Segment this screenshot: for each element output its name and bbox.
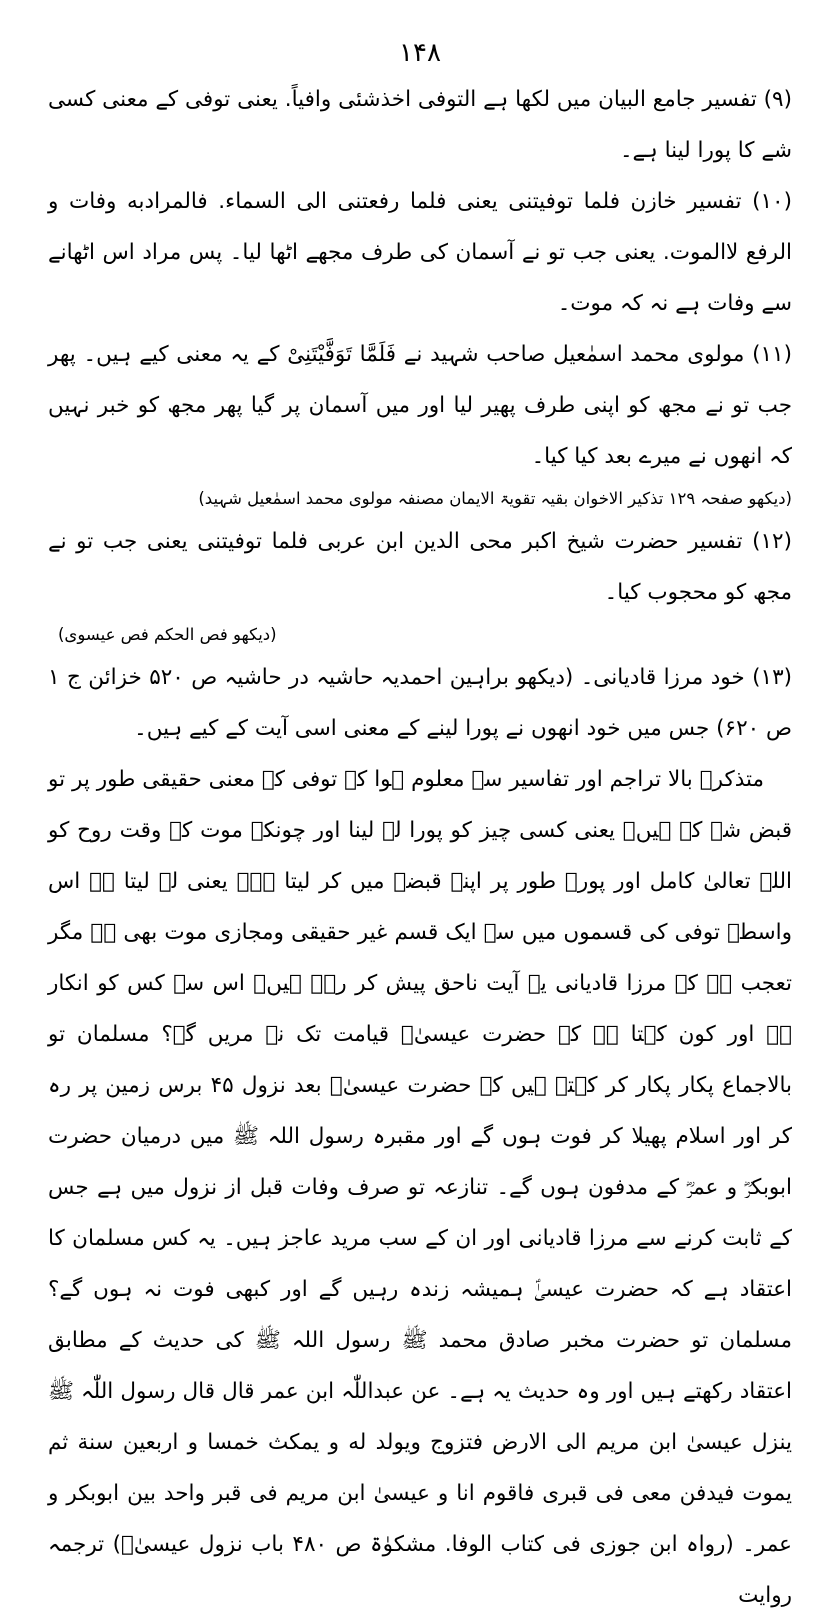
paragraph-12: (۱۲) تفسیر حضرت شیخ اکبر محی الدین ابن عربی فلما توفیتنی یعنی جب تو نے مجھ کو محجوب کیا۔ [48, 529, 792, 605]
paragraph-13: (۱۳) خود مرزا قادیانی۔ (دیکھو براہین احمدیہ حاشیہ در حاشیہ ص ۵۲۰ خزائن ج ۱ ص ۶۲۰) جس میں خود انھوں نے پورا لینے کے معنی اسی آیت کے کیے ہیں۔ [48, 665, 793, 741]
paragraph-9: (۹) تفسیر جامع البیان میں لکھا ہے التوفی اخذشئی وافیاً. یعنی توفی کے معنی کسی شے کا پورا لینا ہے۔ [48, 87, 792, 163]
paragraph-10: (۱۰) تفسیر خازن فلما توفیتنی یعنی فلما رفعتنی الی السماء. فالمرادبه وفات و الرفع لاالموت. یعنی جب تو نے آسمان کی طرف مجھے اٹھا لیا۔ پس مراد اس اٹھانے سے وفات ہے نہ کہ موت۔ [48, 189, 792, 316]
page-number: ۱۴۸ [399, 38, 441, 68]
book-page [48, 38, 792, 1621]
main-body-paragraph: متذکرہ بالا تراجم اور تفاسیر سے معلوم ہوا کہ توفی کے معنی حقیقی طور پر تو قبض شے کے ہیں۔ یعنی کسی چیز کو پورا لے لینا اور چونکہ موت کے وقت روح کو اللہ تعالیٰ کامل اور پورے طور پر اپنے قبضے میں کر لیتا ہے۔ یعنی لے لیتا ہے اس واسطے توفی کی قسموں میں سے ایک قسم غیر حقیقی ومجازی موت بھی ہے مگر تعجب ہے کہ مرزا قادیانی یہ آیت ناحق پیش کر رہے ہیں۔ اس سے کس کو انکار ہے اور کون کہتا ہے کہ حضرت عیسیٰؑ قیامت تک نہ مریں گے؟ مسلمان تو بالاجماع پکار پکار کر کہتے ہیں کہ حضرت عیسیٰؑ بعد نزول ۴۵ برس زمین پر رہ کر اور اسلام پھیلا کر فوت ہوں گے اور مقبرہ رسول اللہ ﷺ میں درمیان حضرت ابوبکرؓ و عمرؓ کے مدفون ہوں گے۔ تنازعہ تو صرف وفات قبل از نزول میں ہے جس کے ثابت کرنے سے مرزا قادیانی اور ان کے سب مرید عاجز ہیں۔ یہ کس مسلمان کا اعتقاد ہے کہ حضرت عیسیٰؑ ہمیشہ زندہ رہیں گے اور کبھی فوت نہ ہوں گے؟ مسلمان تو حضرت مخبر صادق محمد ﷺ رسول اللہ ﷺ کی حدیث کے مطابق اعتقاد رکھتے ہیں اور وہ حدیث یہ ہے۔ عن عبداللّٰہ ابن عمر قال قال رسول اللّٰہ ﷺ ینزل عیسیٰ ابن مریم الی الارض فتزوج ویولد له و یمکث خمسا و اربعین سنة ثم یموت فیدفن معی فی قبری فاقوم انا و عیسیٰ ابن مریم فی قبر واحد بین ابوبکر و عمر۔ (رواہ ابن جوزی فی کتاب الوفا. مشکوٰۃ ص ۴۸۰ باب نزول عیسیٰؑ) ترجمہ روایت [48, 767, 792, 1608]
paragraph-11-reference: (دیکھو صفحہ ۱۲۹ تذکیر الاخوان بقیہ تقویۃ الایمان مصنفہ مولوی محمد اسمٰعیل شہید) [198, 489, 792, 508]
paragraph-11: (۱۱) مولوی محمد اسمٰعیل صاحب شہید نے فَلَمَّا تَوَفَّیْتَنِیْ کے یہ معنی کیے ہیں۔ پھر جب تو نے مجھ کو اپنی طرف پھیر لیا اور میں آسمان پر گیا پھر مجھ کو خبر نہیں کہ انھوں نے میرے بعد کیا کیا۔ [48, 342, 792, 469]
paragraph-12-reference: (دیکھو فص الحکم فص عیسوی) [58, 625, 277, 644]
